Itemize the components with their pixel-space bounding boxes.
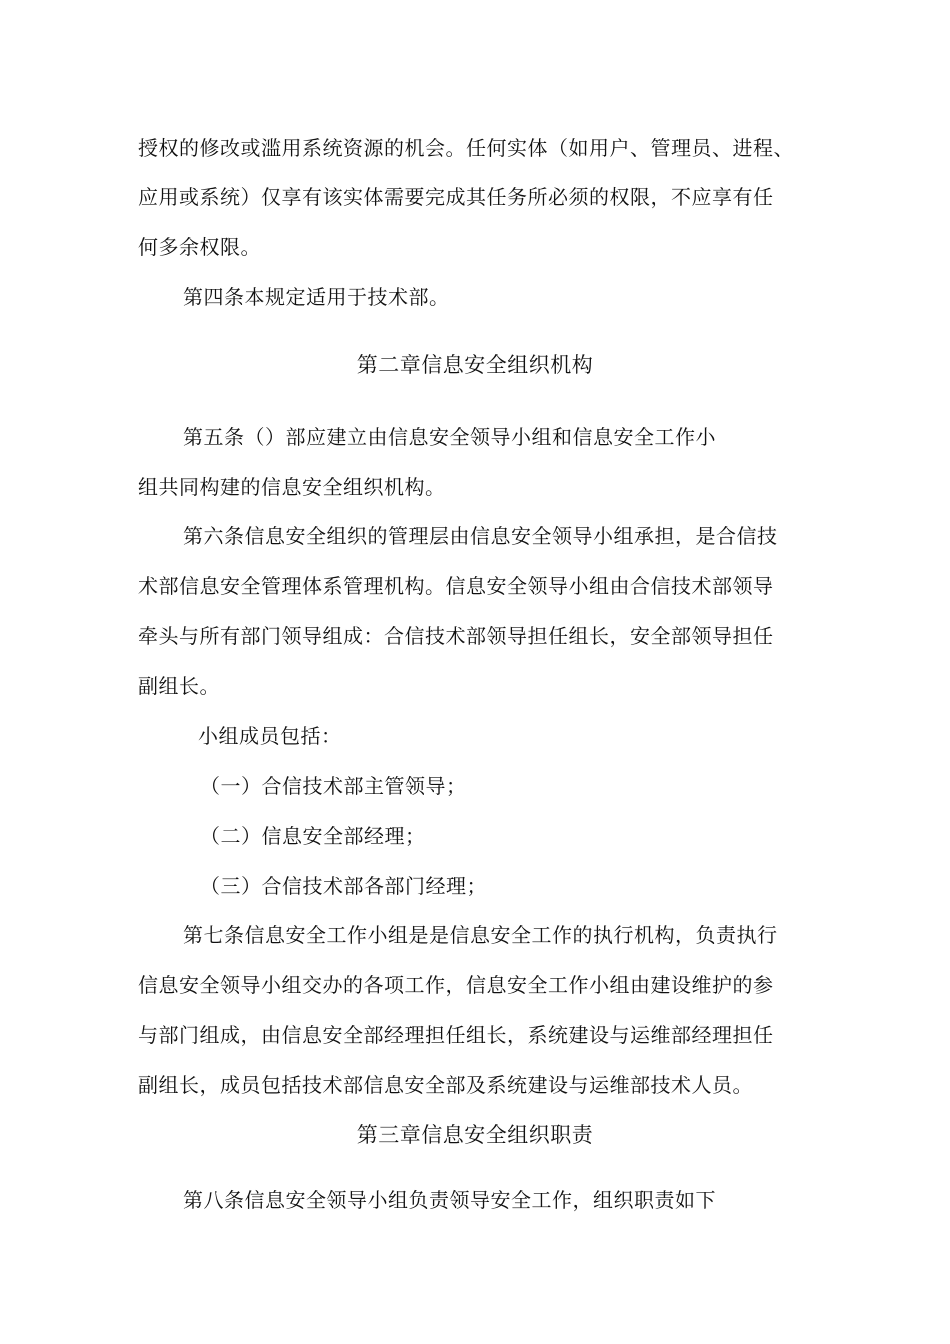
article-5: 第五条（）部应建立由信息安全领导小组和信息安全工作小 (183, 425, 716, 449)
article-7: 第七条信息安全工作小组是是信息安全工作的执行机构，负责执行 (183, 923, 778, 947)
paragraph-line: 信息安全领导小组交办的各项工作，信息安全工作小组由建设维护的参 (138, 973, 774, 997)
paragraph-line: 与部门组成，由信息安全部经理担任组长，系统建设与运维部经理担任 (138, 1023, 774, 1047)
members-intro: 小组成员包括： (198, 724, 342, 748)
paragraph-line: 授权的修改或滥用系统资源的机会。任何实体（如用户、管理员、进程、 (138, 136, 794, 160)
paragraph-line: 术部信息安全管理体系管理机构。信息安全领导小组由合信技术部领导 (138, 574, 774, 598)
chapter-3-heading: 第三章信息安全组织职责 (356, 1123, 594, 1147)
chapter-2-heading: 第二章信息安全组织机构 (356, 353, 594, 377)
article-4: 第四条本规定适用于技术部。 (183, 285, 450, 309)
list-item: （二）信息安全部经理； (200, 824, 426, 848)
article-8: 第八条信息安全领导小组负责领导安全工作，组织职责如下 (183, 1188, 716, 1212)
paragraph-line: 应用或系统）仅享有该实体需要完成其任务所必须的权限，不应享有任 (138, 185, 774, 209)
list-item: （一）合信技术部主管领导； (200, 774, 467, 798)
paragraph-line: 副组长，成员包括技术部信息安全部及系统建设与运维部技术人员。 (138, 1073, 753, 1097)
paragraph-line: 牵头与所有部门领导组成：合信技术部领导担任组长，安全部领导担任 (138, 624, 774, 648)
list-item: （三）合信技术部各部门经理； (200, 874, 487, 898)
paragraph-line: 组共同构建的信息安全组织机构。 (138, 475, 446, 499)
paragraph-line: 何多余权限。 (138, 235, 261, 259)
article-6: 第六条信息安全组织的管理层由信息安全领导小组承担，是合信技 (183, 524, 778, 548)
paragraph-line: 副组长。 (138, 674, 220, 698)
